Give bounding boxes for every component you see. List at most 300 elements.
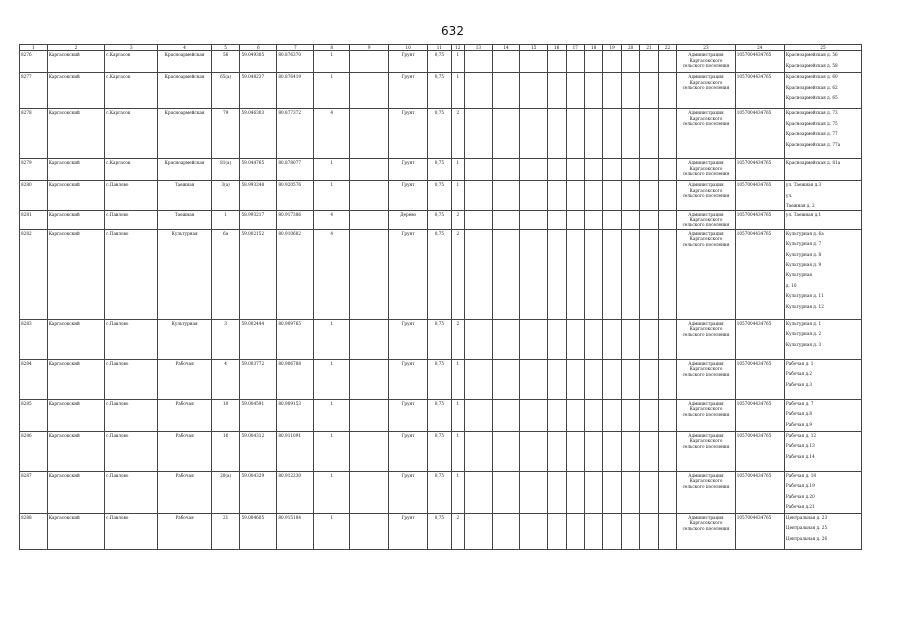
address-line: Центральная д. 23	[785, 514, 828, 520]
empty-cell	[621, 51, 639, 73]
locality-cell: с.Павлово	[105, 431, 158, 471]
street-cell: Рабочая	[158, 513, 211, 549]
address-line: Культурная д. 7	[785, 241, 822, 247]
street-cell: Красноармейская	[158, 51, 211, 73]
street-cell: Красноармейская	[158, 109, 211, 159]
empty-cell	[584, 51, 602, 73]
address-line: Рабочая д.9	[785, 421, 813, 427]
ogrn-cell: 1057004434765	[735, 513, 784, 549]
empty-cell	[584, 513, 602, 549]
volume-cell: 0,75	[428, 359, 452, 399]
row-id: 8285	[20, 399, 48, 431]
address-line: Культурная д. 3	[785, 341, 822, 347]
addresses-cell	[784, 513, 861, 549]
count-cell: 1	[314, 399, 350, 431]
empty-cell	[492, 319, 520, 359]
empty-cell	[640, 109, 658, 159]
address-line: Центральная д. 26	[785, 535, 828, 541]
empty-cell	[658, 431, 676, 471]
organization-line: сельского поселения	[682, 193, 730, 199]
organization-line: Администрация	[688, 110, 724, 116]
longitude-cell: 80.909153	[277, 399, 314, 431]
empty-cell	[520, 513, 548, 549]
empty-cell	[621, 399, 639, 431]
empty-cell	[621, 210, 639, 229]
empty-cell	[566, 73, 584, 109]
empty-cell	[658, 229, 676, 319]
surface-cell: Грунт	[389, 431, 428, 471]
column-header: 3	[105, 45, 158, 51]
empty-cell	[658, 471, 676, 513]
district-cell: Каргасокский	[47, 109, 104, 159]
empty-cell	[584, 109, 602, 159]
address-line: Красноармейская д. 60	[785, 74, 838, 80]
house-cell: 79	[211, 109, 240, 159]
empty-cell	[350, 359, 389, 399]
organization-line: сельского поселения	[682, 171, 730, 177]
empty-cell	[584, 159, 602, 181]
address-line: Центральная д. 25	[785, 525, 828, 531]
count-cell: 1	[314, 73, 350, 109]
empty-cell	[566, 319, 584, 359]
address-line: ул. Таежная д.1	[785, 211, 822, 217]
surface-cell: Дерево	[389, 210, 428, 229]
table-body	[20, 51, 862, 549]
empty-cell	[621, 471, 639, 513]
house-cell: 56	[211, 51, 240, 73]
empty-cell	[603, 109, 621, 159]
address-line: Красноармейская д. 81а	[785, 160, 841, 166]
empty-cell	[584, 181, 602, 210]
surface-cell: Грунт	[389, 359, 428, 399]
locality-cell: с.Павлово	[105, 181, 158, 210]
empty-cell	[492, 431, 520, 471]
addresses-cell	[784, 181, 861, 210]
table-row	[20, 319, 862, 359]
page-number: 632	[441, 24, 464, 38]
organization-line: Администрация	[688, 230, 724, 236]
volume-cell: 0,75	[428, 229, 452, 319]
longitude-cell: 80.878077	[277, 159, 314, 181]
row-id: 8288	[20, 513, 48, 549]
empty-cell	[350, 159, 389, 181]
organization-line: Администрация	[688, 432, 724, 438]
table-row	[20, 399, 862, 431]
organization-cell	[677, 159, 735, 181]
empty-cell	[640, 73, 658, 109]
row-id: 8282	[20, 229, 48, 319]
row-id: 8279	[20, 159, 48, 181]
empty-cell	[350, 431, 389, 471]
longitude-cell: 80.911091	[277, 431, 314, 471]
organization-line: Администрация	[688, 211, 724, 217]
empty-cell	[465, 73, 493, 109]
empty-cell	[465, 513, 493, 549]
empty-cell	[621, 513, 639, 549]
address-line: Рабочая д.3	[785, 381, 813, 387]
organization-cell	[677, 431, 735, 471]
address-line: Культурная	[785, 272, 812, 278]
table-row	[20, 73, 862, 109]
addresses-cell	[784, 109, 861, 159]
count-cell: 1	[314, 431, 350, 471]
ogrn-cell: 1057004434765	[735, 399, 784, 431]
column-header: 20	[621, 45, 639, 51]
street-cell: Красноармейская	[158, 73, 211, 109]
organization-line: сельского поселения	[682, 483, 730, 489]
address-line: Красноармейская д. 65	[785, 95, 838, 101]
empty-cell	[640, 181, 658, 210]
empty-cell	[492, 159, 520, 181]
table-row	[20, 109, 862, 159]
empty-cell	[658, 181, 676, 210]
count-cell: 1	[314, 181, 350, 210]
house-cell: 4	[211, 359, 240, 399]
house-cell: 21	[211, 513, 240, 549]
empty-cell	[520, 109, 548, 159]
organization-line: Каргасокского	[689, 438, 723, 444]
ogrn-cell: 1057004434765	[735, 51, 784, 73]
container-count-cell: 2	[451, 319, 464, 359]
latitude-cell: 59.048237	[240, 73, 277, 109]
house-cell: 81(а)	[211, 159, 240, 181]
latitude-cell: 59.046303	[240, 109, 277, 159]
column-header: 5	[211, 45, 240, 51]
empty-cell	[548, 399, 566, 431]
empty-cell	[640, 399, 658, 431]
house-cell: 65(а)	[211, 73, 240, 109]
container-count-cell: 1	[451, 181, 464, 210]
empty-cell	[640, 210, 658, 229]
district-cell: Каргасокский	[47, 431, 104, 471]
table-row	[20, 51, 862, 73]
empty-cell	[566, 399, 584, 431]
empty-cell	[492, 229, 520, 319]
table-row	[20, 159, 862, 181]
empty-cell	[640, 319, 658, 359]
district-cell: Каргасокский	[47, 73, 104, 109]
empty-cell	[465, 210, 493, 229]
organization-line: Каргасокского	[689, 187, 723, 193]
column-header: 1	[20, 45, 48, 51]
organization-line: Каргасокского	[689, 79, 723, 85]
empty-cell	[566, 359, 584, 399]
empty-cell	[584, 399, 602, 431]
locality-cell: с.Павлово	[105, 210, 158, 229]
empty-cell	[465, 359, 493, 399]
locality-cell: с.Каргасок	[105, 51, 158, 73]
addresses-cell	[784, 229, 861, 319]
address-line: Рабочая д. 18	[785, 472, 817, 478]
empty-cell	[603, 399, 621, 431]
empty-cell	[584, 319, 602, 359]
column-header: 6	[240, 45, 277, 51]
addresses-cell	[784, 359, 861, 399]
organization-cell	[677, 399, 735, 431]
empty-cell	[548, 181, 566, 210]
column-header: 8	[314, 45, 350, 51]
empty-cell	[492, 51, 520, 73]
empty-cell	[603, 229, 621, 319]
container-count-cell: 2	[451, 513, 464, 549]
empty-cell	[621, 109, 639, 159]
ogrn-cell: 1057004434765	[735, 471, 784, 513]
surface-cell: Грунт	[389, 319, 428, 359]
empty-cell	[520, 471, 548, 513]
locality-cell: с.Павлово	[105, 319, 158, 359]
district-cell: Каргасокский	[47, 399, 104, 431]
empty-cell	[658, 513, 676, 549]
empty-cell	[566, 51, 584, 73]
count-cell: 1	[314, 159, 350, 181]
organization-line: сельского поселения	[682, 121, 730, 127]
empty-cell	[566, 431, 584, 471]
district-cell: Каргасокский	[47, 359, 104, 399]
column-header: 19	[603, 45, 621, 51]
empty-cell	[465, 319, 493, 359]
address-line: Рабочая д. 12	[785, 432, 817, 438]
empty-cell	[350, 229, 389, 319]
empty-cell	[520, 181, 548, 210]
address-line: Культурная д. 1	[785, 320, 822, 326]
column-header: 4	[158, 45, 211, 51]
house-cell: 10	[211, 399, 240, 431]
locality-cell: с.Павлово	[105, 399, 158, 431]
column-header: 12	[451, 45, 464, 51]
street-cell: Культурная	[158, 229, 211, 319]
empty-cell	[584, 431, 602, 471]
district-cell: Каргасокский	[47, 229, 104, 319]
latitude-cell: 59.002152	[240, 229, 277, 319]
count-cell: 1	[314, 359, 350, 399]
longitude-cell: 80.917386	[277, 210, 314, 229]
address-line: Рабочая д.14	[785, 453, 815, 459]
empty-cell	[520, 51, 548, 73]
district-cell: Каргасокский	[47, 210, 104, 229]
empty-cell	[465, 181, 493, 210]
empty-cell	[465, 471, 493, 513]
street-cell: Таежная	[158, 210, 211, 229]
empty-cell	[548, 210, 566, 229]
organization-line: Администрация	[688, 360, 724, 366]
organization-line: Администрация	[688, 472, 724, 478]
column-header: 21	[640, 45, 658, 51]
district-cell: Каргасокский	[47, 319, 104, 359]
address-line: д. 10	[785, 282, 797, 288]
organization-cell	[677, 513, 735, 549]
address-line: Красноармейская д. 75	[785, 120, 838, 126]
empty-cell	[603, 431, 621, 471]
empty-cell	[584, 210, 602, 229]
count-cell: 4	[314, 210, 350, 229]
organization-cell	[677, 471, 735, 513]
organization-line: сельского поселения	[682, 525, 730, 531]
empty-cell	[658, 359, 676, 399]
latitude-cell: 59.004605	[240, 513, 277, 549]
address-line: Культурная д. 2	[785, 331, 822, 337]
empty-cell	[640, 513, 658, 549]
address-line: Рабочая д. 7	[785, 400, 814, 406]
ogrn-cell: 1057004434765	[735, 229, 784, 319]
surface-cell: Грунт	[389, 181, 428, 210]
organization-line: Каргасокского	[689, 520, 723, 526]
longitude-cell: 80.876370	[277, 51, 314, 73]
locality-cell: с.Павлово	[105, 229, 158, 319]
row-id: 8287	[20, 471, 48, 513]
volume-cell: 0,75	[428, 431, 452, 471]
address-line: ул.	[785, 192, 793, 198]
empty-cell	[640, 159, 658, 181]
column-header: 22	[658, 45, 676, 51]
empty-cell	[465, 159, 493, 181]
count-cell: 1	[314, 471, 350, 513]
empty-cell	[621, 73, 639, 109]
organization-line: сельского поселения	[682, 331, 730, 337]
longitude-cell: 80.915184	[277, 513, 314, 549]
volume-cell: 0,75	[428, 471, 452, 513]
house-cell: 6а	[211, 229, 240, 319]
empty-cell	[658, 73, 676, 109]
longitude-cell: 80.912230	[277, 471, 314, 513]
container-count-cell: 2	[451, 210, 464, 229]
container-count-cell: 1	[451, 431, 464, 471]
district-cell: Каргасокский	[47, 181, 104, 210]
empty-cell	[465, 399, 493, 431]
empty-cell	[520, 210, 548, 229]
address-line: Культурная д. 11	[785, 293, 824, 299]
organization-line: Каргасокского	[689, 236, 723, 242]
street-cell: Красноармейская	[158, 159, 211, 181]
address-line: ул. Таежная д.3	[785, 182, 822, 188]
column-header: 15	[520, 45, 548, 51]
address-line: Рабочая д.13	[785, 443, 815, 449]
empty-cell	[566, 159, 584, 181]
container-count-cell: 1	[451, 51, 464, 73]
empty-cell	[566, 229, 584, 319]
empty-cell	[520, 359, 548, 399]
address-line: Рабочая д.20	[785, 493, 815, 499]
empty-cell	[640, 471, 658, 513]
ogrn-cell: 1057004434765	[735, 431, 784, 471]
empty-cell	[603, 159, 621, 181]
row-id: 8280	[20, 181, 48, 210]
surface-cell: Грунт	[389, 471, 428, 513]
address-line: Красноармейская д. 77а	[785, 141, 841, 147]
table-row	[20, 471, 862, 513]
empty-cell	[492, 73, 520, 109]
organization-line: сельского поселения	[682, 443, 730, 449]
organization-cell	[677, 210, 735, 229]
empty-cell	[584, 471, 602, 513]
empty-cell	[350, 210, 389, 229]
table-row	[20, 431, 862, 471]
empty-cell	[548, 109, 566, 159]
count-cell: 1	[314, 319, 350, 359]
empty-cell	[658, 319, 676, 359]
latitude-cell: 59.004312	[240, 431, 277, 471]
address-line: Красноармейская д. 73	[785, 110, 838, 116]
addresses-cell	[784, 73, 861, 109]
latitude-cell: 59.049305	[240, 51, 277, 73]
address-line: Культурная д. 8	[785, 251, 822, 257]
empty-cell	[492, 513, 520, 549]
surface-cell: Грунт	[389, 51, 428, 73]
column-header: 24	[735, 45, 784, 51]
address-line: Таежная д. 2	[785, 203, 815, 209]
volume-cell: 0,75	[428, 319, 452, 359]
empty-cell	[492, 399, 520, 431]
empty-cell	[621, 359, 639, 399]
surface-cell: Грунт	[389, 73, 428, 109]
empty-cell	[548, 73, 566, 109]
empty-cell	[520, 73, 548, 109]
row-id: 8283	[20, 319, 48, 359]
empty-cell	[658, 210, 676, 229]
empty-cell	[520, 319, 548, 359]
column-header: 14	[492, 45, 520, 51]
organization-cell	[677, 73, 735, 109]
house-cell: 20(а)	[211, 471, 240, 513]
latitude-cell: 59.003772	[240, 359, 277, 399]
street-cell: Рабочая	[158, 399, 211, 431]
latitude-cell: 59.004329	[240, 471, 277, 513]
table-row	[20, 359, 862, 399]
empty-cell	[658, 51, 676, 73]
addresses-cell	[784, 319, 861, 359]
empty-cell	[584, 229, 602, 319]
row-id: 8277	[20, 73, 48, 109]
organization-line: Администрация	[688, 160, 724, 166]
locality-cell: с.Каргасок	[105, 73, 158, 109]
empty-cell	[584, 359, 602, 399]
volume-cell: 0,75	[428, 181, 452, 210]
empty-cell	[658, 159, 676, 181]
organization-line: Администрация	[688, 320, 724, 326]
organization-line: Администрация	[688, 182, 724, 188]
empty-cell	[520, 399, 548, 431]
organization-line: Каргасокского	[689, 366, 723, 372]
empty-cell	[566, 181, 584, 210]
empty-cell	[492, 109, 520, 159]
latitude-cell: 59.002444	[240, 319, 277, 359]
empty-cell	[548, 471, 566, 513]
empty-cell	[465, 109, 493, 159]
organization-line: Каргасокского	[689, 217, 723, 223]
row-id: 8284	[20, 359, 48, 399]
column-header: 7	[277, 45, 314, 51]
organization-cell	[677, 359, 735, 399]
organization-line: сельского поселения	[682, 371, 730, 377]
latitude-cell: 59.004591	[240, 399, 277, 431]
empty-cell	[548, 431, 566, 471]
table-row	[20, 513, 862, 549]
organization-line: Каргасокского	[689, 406, 723, 412]
empty-cell	[621, 159, 639, 181]
empty-cell	[492, 471, 520, 513]
empty-cell	[548, 51, 566, 73]
row-id: 8276	[20, 51, 48, 73]
surface-cell: Грунт	[389, 399, 428, 431]
longitude-cell: 80.906788	[277, 359, 314, 399]
empty-cell	[658, 109, 676, 159]
organization-line: сельского поселения	[682, 411, 730, 417]
organization-line: Администрация	[688, 52, 724, 58]
addresses-cell	[784, 431, 861, 471]
ogrn-cell: 1057004434765	[735, 359, 784, 399]
latitude-cell: 59.044765	[240, 159, 277, 181]
column-header: 23	[677, 45, 735, 51]
empty-cell	[548, 513, 566, 549]
